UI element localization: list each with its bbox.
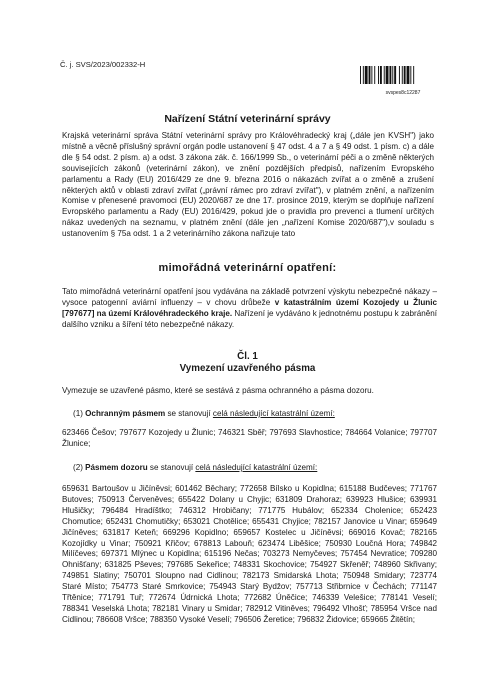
barcode-icon bbox=[360, 66, 446, 84]
outbreak-text-tail: Nařízení je vydáváno k jednotnému postupu k zabránění dalšího vzniku a šíření této nebezpečné nákazy. bbox=[62, 308, 437, 329]
outbreak-location: v katastrálním území Kozojedy u Žlunic [797677] na území Královéhradeckého kraje. bbox=[62, 297, 437, 318]
barcode bbox=[360, 66, 446, 96]
surveillance-zone-heading bbox=[73, 463, 317, 472]
protection-zone-scope: celá následující katastrální území: bbox=[212, 409, 335, 418]
protection-zone-list: 623466 Češov; 797677 Kozojedy u Žlunic; 746321 Sběř; 797693 Slavhostice; 784664 Volanice; 797707 Žlunice; bbox=[62, 428, 437, 448]
intro-paragraph: Krajská veterinární správa Státní veterinární správy pro Královéhradecký kraj („dále jen KVSH") jako místně a věcně příslušný správní orgán podle ustanovení § 47 odst. 4 a 7 a § 49 odst. 1 písm. c) a dále dle § 54 odst. 2 písm. a) a odst. 3 zákona zák. č. 166/1999 Sb., o veterinární péči a o změně některých souvisejících zákonů (veterinární zákon), ve znění pozdějších předpisů, nařízením Evropského parlamentu a Rady (EU) 2016/429 ze dne 9. března 2016 o nákazách zvířat a o změně a zrušení některých aktů v oblasti zdraví zvířat („právní rámec pro zdraví zvířat"), v platném znění, a nařízením Komise v přenesené pravomoci (EU) 2020/687 ze dne 17. prosince 2019, kterým se doplňuje nařízení Evropského parlamentu a Rady (EU) 2016/429, pokud jde o pravidla pro prevenci a tlumení určitých nákaz uvedených na seznamu, v platném znění (dále jen „nařízení Komise 2020/687"),v souladu s ustanovením § 75a odst. 1 a 2 veterinárního zákona nařizuje tato bbox=[62, 131, 434, 239]
protection-zone-mid: se stanovují bbox=[165, 409, 213, 418]
surveillance-zone-label: Pásmem dozoru bbox=[85, 463, 148, 472]
measures-heading: mimořádná veterinární opatření: bbox=[158, 262, 337, 274]
surveillance-zone-list: 659631 Bartoušov u Jičíněvsi; 601462 Běchary; 772658 Bílsko u Kopidlna; 615188 Budčeves; 771767 Butoves; 750913 Červeněves; 655422 Dolany u Chyjic; 631809 Drahoraz; 639923 Hlušice; 639931 Hlušičky; 796484 Hradíštko; 746312 Hrobičany; 771775 Hubálov; 652334 Cholenice; 652423 Chomutice; 652431 Chomutičky; 653021 Chotělice; 655431 Chyjice; 782157 Janovice u Vinar; 659649 Jičíněves; 631817 Keteň; 669296 Kopidlno; 659657 Kostelec u Jičíněvsi; 669016 Kovač; 782165 Kozojídky u Vinar; 750921 Křičov; 678813 Labouň; 623474 Liběšice; 750930 Loučná Hora; 749842 Milíčeves; 697371 Mlýnec u Kopidlna; 615196 Nečas; 703273 Nemyčeves; 757454 Nevratice; 709280 Ohnišťany; 631825 Pševes; 797685 Sekeřice; 748331 Skochovice; 754927 Skřeněř; 748960 Skřivany; 749851 Slatiny; 750701 Sloupno nad Cidlinou; 782173 Smidarská Lhota; 750948 Smidary; 723774 Staré Místo; 754773 Staré Smrkovice; 754943 Starý Bydžov; 757713 Střibrnice v Čechách; 771147 Třtěnice; 771791 Tuř; 772674 Údrnická Lhota; 772682 Úněčice; 746339 Velešice; 778141 Veselí; 788341 Veselská Lhota; 782181 Vinary u Smidar; 782912 Vitiněves; 796492 Vlhošť; 785954 Vršce nad Cidlinou; 786608 Vršce; 788350 Vysoké Veselí; 796506 Žeretice; 796832 Židovice; 659665 Žitětín; bbox=[62, 484, 437, 624]
surveillance-zone-mid: se stanovují bbox=[147, 463, 196, 472]
surveillance-zone-number: (2) bbox=[73, 463, 86, 472]
document-title: Nařízení Státní veterinární správy bbox=[164, 113, 331, 125]
protection-zone-label: Ochranným pásmem bbox=[85, 409, 166, 418]
surveillance-zone-scope: celá následující katastrální území: bbox=[195, 463, 318, 472]
outbreak-paragraph bbox=[62, 287, 437, 331]
barcode-text: svspes8c12287 bbox=[385, 90, 421, 96]
protection-zone-number: (1) bbox=[73, 409, 86, 418]
reference-number: Č. j. SVS/2023/002332-H bbox=[60, 60, 146, 69]
outbreak-text: Tato mimořádná veterinární opatření jsou vydávána na základě potvrzení výskytu nebezpečné nákazy – vysoce patogenní aviární influenzy – v chovu drůbeže bbox=[62, 287, 437, 307]
article-title: Vymezení uzavřeného pásma bbox=[179, 363, 316, 374]
article-number: Čl. 1 bbox=[237, 351, 258, 362]
protection-zone-heading bbox=[73, 409, 335, 418]
zone-definition-text: Vymezuje se uzavřené pásmo, které se sestává z pásma ochranného a pásma dozoru. bbox=[62, 386, 374, 395]
